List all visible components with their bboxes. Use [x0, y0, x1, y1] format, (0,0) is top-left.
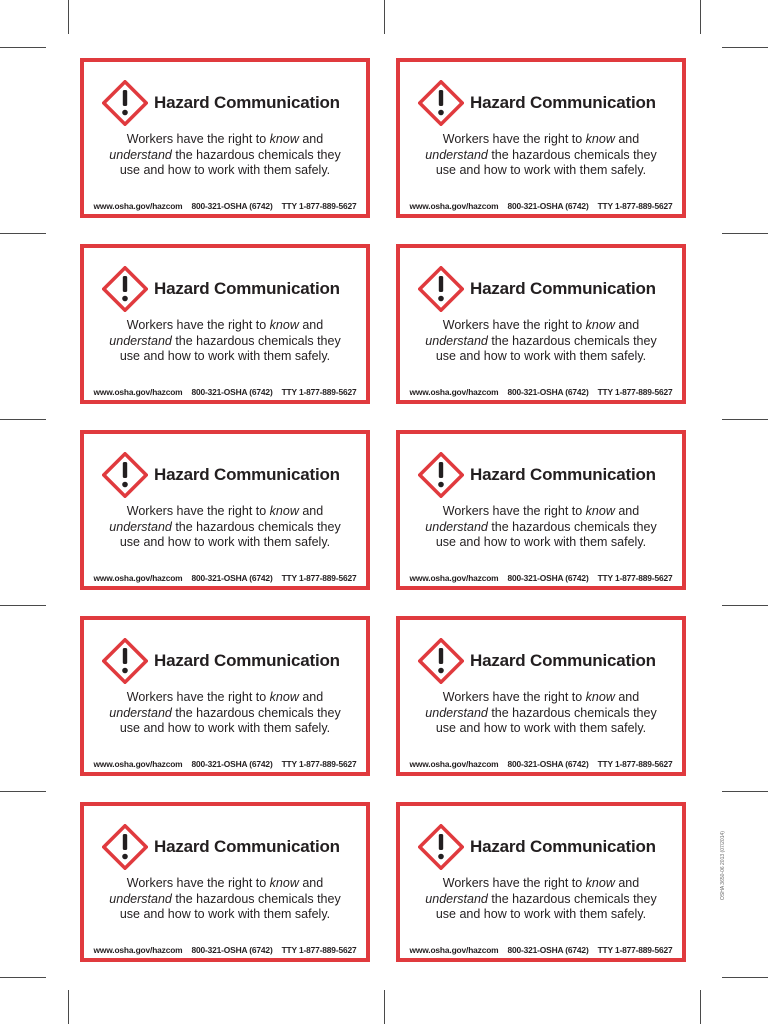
message-emphasis: understand: [109, 333, 172, 348]
card-header: [418, 80, 656, 126]
message-text: and: [614, 504, 640, 518]
tty-number: TTY 1-877-889-5627: [281, 201, 357, 211]
card-header: [418, 452, 656, 498]
card-message: [90, 318, 360, 365]
message-text: the hazardous chemicals they: [171, 147, 341, 162]
card-header: [102, 638, 340, 684]
phone-number: 800-321-OSHA (6742): [507, 759, 589, 769]
crop-mark: [0, 419, 46, 420]
tty-number: TTY 1-877-889-5627: [281, 759, 357, 769]
print-code: OSHA 3650-06 2013 (07/2014): [720, 831, 726, 900]
card-title: Hazard Communication: [470, 837, 656, 856]
card-title: Hazard Communication: [154, 93, 340, 112]
message-text: and: [614, 318, 640, 332]
phone-number: 800-321-OSHA (6742): [191, 573, 273, 583]
card-title: Hazard Communication: [154, 465, 340, 484]
message-emphasis: understand: [109, 891, 172, 906]
message-text: use and how to work with them safely.: [435, 163, 647, 177]
tty-number: TTY 1-877-889-5627: [597, 387, 673, 397]
card-header: [418, 266, 656, 312]
hazard-exclamation-diamond-icon: [418, 824, 464, 870]
card-message: [406, 690, 676, 737]
card-header: [102, 452, 340, 498]
crop-mark: [0, 791, 46, 792]
message-text: the hazardous chemicals they: [487, 519, 657, 534]
phone-number: 800-321-OSHA (6742): [507, 945, 589, 955]
hazcom-card: [80, 616, 370, 776]
message-text: the hazardous chemicals they: [487, 705, 657, 720]
message-text: use and how to work with them safely.: [119, 721, 331, 735]
message-emphasis: know: [585, 318, 615, 332]
message-emphasis: understand: [109, 147, 172, 162]
card-title: Hazard Communication: [470, 651, 656, 670]
crop-mark: [68, 0, 69, 34]
message-text: use and how to work with them safely.: [435, 349, 647, 363]
crop-mark: [0, 605, 46, 606]
card-contact-line: [406, 201, 676, 211]
hazcom-card: [396, 430, 686, 590]
message-text: Workers have the right to: [442, 504, 586, 518]
message-emphasis: understand: [109, 705, 172, 720]
message-text: and: [614, 690, 640, 704]
message-text: use and how to work with them safely.: [435, 721, 647, 735]
card-contact-line: [90, 573, 360, 583]
crop-mark: [700, 0, 701, 34]
crop-mark: [722, 977, 768, 978]
message-emphasis: understand: [425, 891, 488, 906]
message-text: use and how to work with them safely.: [119, 907, 331, 921]
crop-mark: [68, 990, 69, 1024]
hazcom-card: [80, 802, 370, 962]
message-text: Workers have the right to: [126, 504, 270, 518]
crop-mark: [722, 419, 768, 420]
tty-number: TTY 1-877-889-5627: [281, 573, 357, 583]
card-title: Hazard Communication: [470, 279, 656, 298]
hazard-exclamation-diamond-icon: [102, 80, 148, 126]
crop-mark: [0, 233, 46, 234]
card-message: [406, 504, 676, 551]
message-emphasis: know: [585, 876, 615, 890]
card-message: [406, 132, 676, 179]
message-emphasis: know: [269, 690, 299, 704]
message-text: Workers have the right to: [442, 318, 586, 332]
phone-number: 800-321-OSHA (6742): [507, 387, 589, 397]
phone-number: 800-321-OSHA (6742): [191, 759, 273, 769]
hazcom-card: [80, 430, 370, 590]
message-text: Workers have the right to: [442, 132, 586, 146]
card-header: [102, 266, 340, 312]
crop-mark: [384, 990, 385, 1024]
message-text: use and how to work with them safely.: [119, 163, 331, 177]
website-link[interactable]: www.osha.gov/hazcom: [93, 573, 183, 583]
website-link[interactable]: www.osha.gov/hazcom: [409, 387, 499, 397]
tty-number: TTY 1-877-889-5627: [597, 201, 673, 211]
message-emphasis: understand: [425, 147, 488, 162]
message-text: use and how to work with them safely.: [435, 907, 647, 921]
message-text: and: [298, 504, 324, 518]
message-emphasis: understand: [425, 333, 488, 348]
phone-number: 800-321-OSHA (6742): [507, 573, 589, 583]
card-contact-line: [90, 387, 360, 397]
message-text: the hazardous chemicals they: [171, 891, 341, 906]
crop-mark: [0, 47, 46, 48]
message-emphasis: understand: [109, 519, 172, 534]
website-link[interactable]: www.osha.gov/hazcom: [93, 759, 183, 769]
message-text: and: [298, 690, 324, 704]
tty-number: TTY 1-877-889-5627: [597, 573, 673, 583]
website-link[interactable]: www.osha.gov/hazcom: [409, 759, 499, 769]
card-header: [418, 638, 656, 684]
card-message: [90, 504, 360, 551]
message-text: the hazardous chemicals they: [487, 891, 657, 906]
message-text: use and how to work with them safely.: [435, 535, 647, 549]
hazard-exclamation-diamond-icon: [102, 638, 148, 684]
card-header: [102, 80, 340, 126]
hazard-exclamation-diamond-icon: [102, 266, 148, 312]
message-emphasis: know: [585, 690, 615, 704]
card-contact-line: [406, 759, 676, 769]
card-contact-line: [406, 945, 676, 955]
message-text: use and how to work with them safely.: [119, 349, 331, 363]
message-text: the hazardous chemicals they: [171, 705, 341, 720]
message-text: the hazardous chemicals they: [171, 333, 341, 348]
hazcom-card: [396, 616, 686, 776]
message-text: Workers have the right to: [442, 876, 586, 890]
crop-mark: [722, 233, 768, 234]
phone-number: 800-321-OSHA (6742): [507, 201, 589, 211]
message-emphasis: know: [585, 504, 615, 518]
message-text: Workers have the right to: [126, 876, 270, 890]
message-emphasis: know: [585, 132, 615, 146]
message-text: the hazardous chemicals they: [487, 333, 657, 348]
tty-number: TTY 1-877-889-5627: [597, 945, 673, 955]
hazcom-card: [80, 244, 370, 404]
card-contact-line: [90, 945, 360, 955]
website-link[interactable]: www.osha.gov/hazcom: [93, 201, 183, 211]
card-contact-line: [90, 759, 360, 769]
card-title: Hazard Communication: [154, 651, 340, 670]
card-contact-line: [406, 573, 676, 583]
card-contact-line: [406, 387, 676, 397]
message-text: and: [298, 876, 324, 890]
card-title: Hazard Communication: [154, 837, 340, 856]
tty-number: TTY 1-877-889-5627: [281, 387, 357, 397]
crop-mark: [722, 791, 768, 792]
hazard-exclamation-diamond-icon: [102, 452, 148, 498]
hazard-exclamation-diamond-icon: [418, 638, 464, 684]
phone-number: 800-321-OSHA (6742): [191, 201, 273, 211]
message-text: Workers have the right to: [126, 690, 270, 704]
crop-mark: [722, 47, 768, 48]
message-emphasis: know: [269, 504, 299, 518]
phone-number: 800-321-OSHA (6742): [191, 387, 273, 397]
message-emphasis: know: [269, 876, 299, 890]
hazcom-card: [396, 802, 686, 962]
message-emphasis: know: [269, 318, 299, 332]
message-text: use and how to work with them safely.: [119, 535, 331, 549]
crop-mark: [0, 977, 46, 978]
card-title: Hazard Communication: [154, 279, 340, 298]
crop-mark: [384, 0, 385, 34]
website-link[interactable]: www.osha.gov/hazcom: [409, 945, 499, 955]
message-emphasis: understand: [425, 519, 488, 534]
card-title: Hazard Communication: [470, 465, 656, 484]
message-text: and: [614, 876, 640, 890]
card-header: [102, 824, 340, 870]
card-contact-line: [90, 201, 360, 211]
crop-mark: [722, 605, 768, 606]
website-link[interactable]: www.osha.gov/hazcom: [93, 945, 183, 955]
message-text: Workers have the right to: [442, 690, 586, 704]
card-header: [418, 824, 656, 870]
message-text: the hazardous chemicals they: [487, 147, 657, 162]
website-link[interactable]: www.osha.gov/hazcom: [409, 201, 499, 211]
message-text: and: [614, 132, 640, 146]
crop-mark: [700, 990, 701, 1024]
tty-number: TTY 1-877-889-5627: [281, 945, 357, 955]
hazard-exclamation-diamond-icon: [102, 824, 148, 870]
message-text: the hazardous chemicals they: [171, 519, 341, 534]
message-emphasis: know: [269, 132, 299, 146]
card-title: Hazard Communication: [470, 93, 656, 112]
hazcom-card: [396, 244, 686, 404]
hazard-exclamation-diamond-icon: [418, 80, 464, 126]
hazard-exclamation-diamond-icon: [418, 266, 464, 312]
message-text: Workers have the right to: [126, 318, 270, 332]
message-text: Workers have the right to: [126, 132, 270, 146]
website-link[interactable]: www.osha.gov/hazcom: [93, 387, 183, 397]
card-message: [406, 318, 676, 365]
message-text: and: [298, 318, 324, 332]
phone-number: 800-321-OSHA (6742): [191, 945, 273, 955]
message-emphasis: understand: [425, 705, 488, 720]
hazcom-card: [80, 58, 370, 218]
website-link[interactable]: www.osha.gov/hazcom: [409, 573, 499, 583]
message-text: and: [298, 132, 324, 146]
card-message: [90, 876, 360, 923]
card-message: [406, 876, 676, 923]
hazard-exclamation-diamond-icon: [418, 452, 464, 498]
card-message: [90, 132, 360, 179]
tty-number: TTY 1-877-889-5627: [597, 759, 673, 769]
hazcom-card: [396, 58, 686, 218]
card-message: [90, 690, 360, 737]
